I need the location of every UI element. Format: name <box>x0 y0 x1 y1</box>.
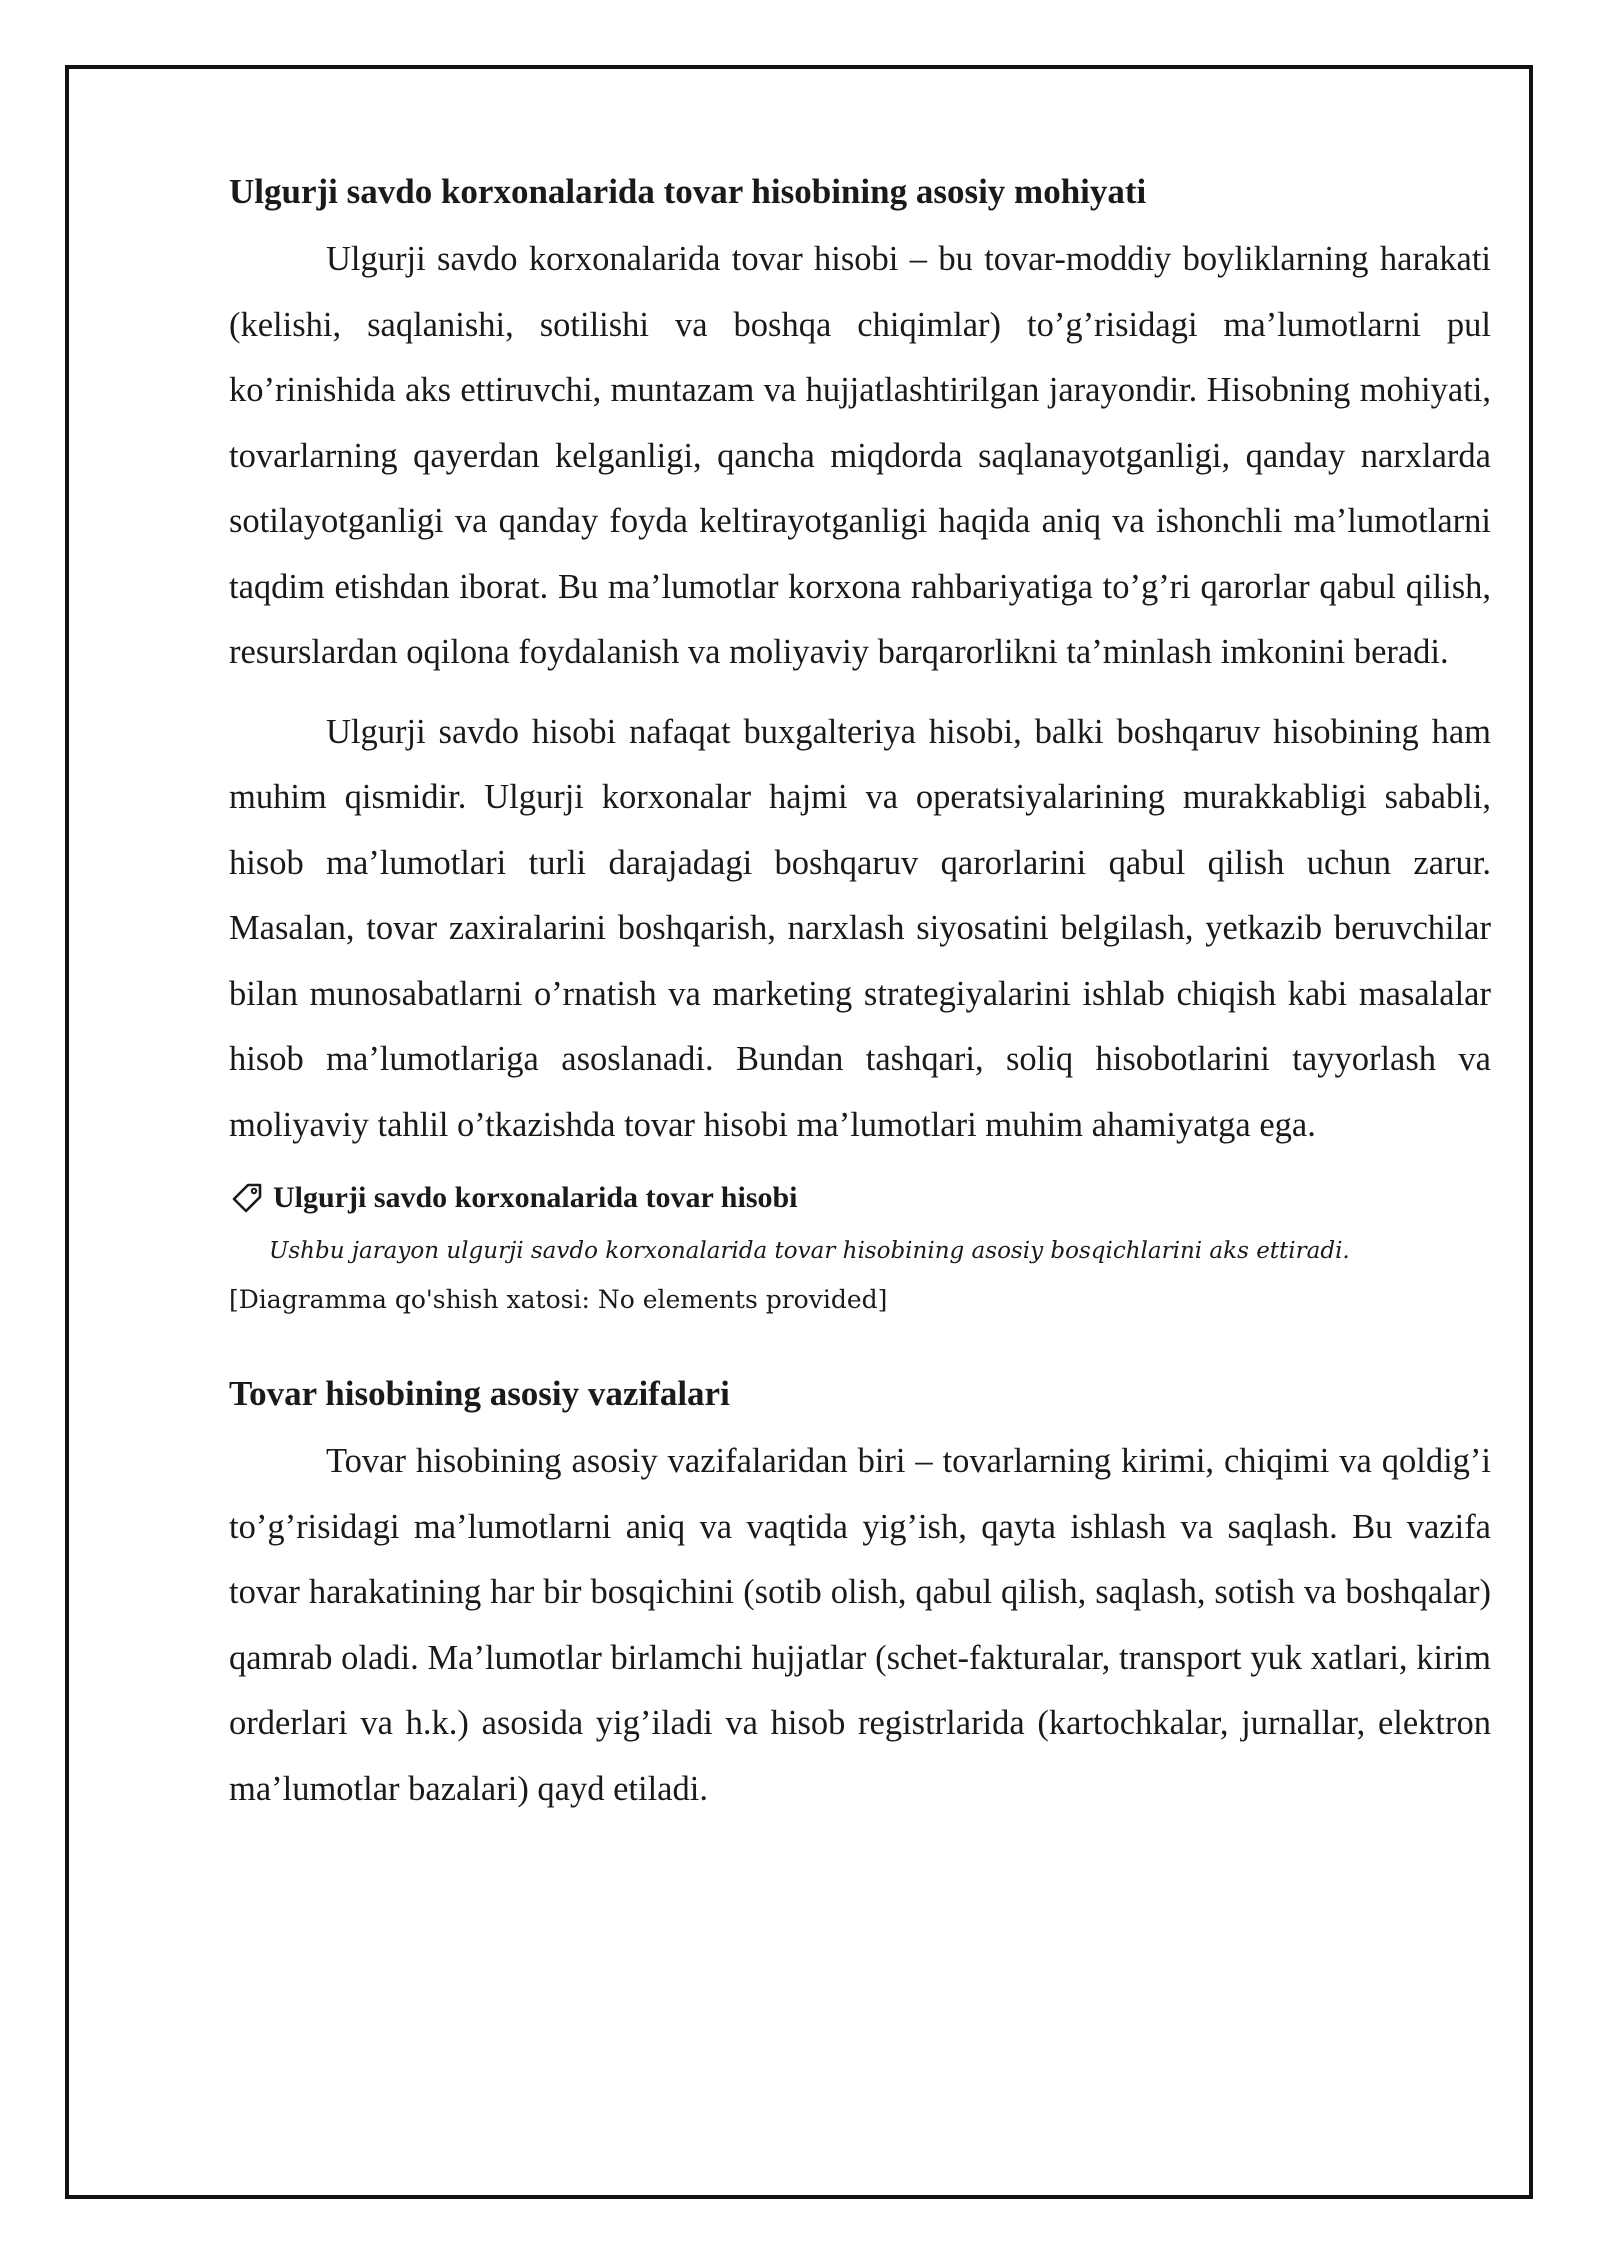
figure-title: Ulgurji savdo korxonalarida tovar hisobi <box>273 1181 798 1214</box>
section-heading-vazifalari: Tovar hisobining asosiy vazifalari <box>229 1374 730 1413</box>
section-heading-mohiyati: Ulgurji savdo korxonalarida tovar hisobining asosiy mohiyati <box>229 172 1147 211</box>
diagram-figure <box>229 1174 1491 1320</box>
paragraph: Ulgurji savdo korxonalarida tovar hisobi – bu tovar-moddiy boyliklarning harakati (kelishi, saqlanishi, sotilishi va boshqa chiqimlar) to’g’risidagi ma’lumotlarni pul ko’rinishida aks ettiruvchi, muntazam va hujjatlashtirilgan jarayondir. Hisobning mohiyati, tovarlarning qayerdan kelganligi, qancha miqdorda saqlanayotganligi, qanday narxlarda sotilayotganligi va qanday foyda keltirayotganligi haqida aniq va ishonchli ma’lumotlarni taqdim etishdan iborat. Bu ma’lumotlar korxona rahbariyatiga to’g’ri qarorlar qabul qilish, resurslardan oqilona foydalanish va moliyaviy barqarorlikni ta’minlash imkonini beradi. <box>229 240 1491 671</box>
document-body <box>229 170 1491 1836</box>
paragraph: Tovar hisobining asosiy vazifalaridan biri – tovarlarning kirimi, chiqimi va qoldig’i to’g’risidagi ma’lumotlarni aniq va vaqtida yig’ish, qayta ishlash va saqlash. Bu vazifa tovar harakatining har bir bosqichini (sotib olish, qabul qilish, saqlash, sotish va boshqalar) qamrab oladi. Ma’lumotlar birlamchi hujjatlar (schet-fakturalar, transport yuk xatlari, kirim orderlari va h.k.) asosida yig’iladi va hisob registrlarida (kartochkalar, jurnallar, elektron ma’lumotlar bazalari) qayd etiladi. <box>229 1442 1491 1808</box>
paragraph: Ulgurji savdo hisobi nafaqat buxgalteriya hisobi, balki boshqaruv hisobining ham muhim qismidir. Ulgurji korxonalar hajmi va operatsiyalarining murakkabligi sababli, hisob ma’lumotlari turli darajadagi boshqaruv qarorlarini qabul qilish uchun zarur. Masalan, tovar zaxiralarini boshqarish, narxlash siyosatini belgilash, yetkazib beruvchilar bilan munosabatlarni o’rnatish va marketing strategiyalarini ishlab chiqish kabi masalalar hisob ma’lumotlariga asoslanadi. Bundan tashqari, soliq hisobotlarini tayyorlash va moliyaviy tahlil o’tkazishda tovar hisobi ma’lumotlari muhim ahamiyatga ega. <box>229 712 1491 1144</box>
figure-caption: Ushbu jarayon ulgurji savdo korxonalarida tovar hisobining asosiy bosqichlarini aks ettiradi. <box>269 1238 1350 1264</box>
diagram-error-message: [Diagramma qo'shish xatosi: No elements provided] <box>229 1285 888 1314</box>
tag-icon <box>231 1182 263 1214</box>
figure-title-row <box>229 1174 1491 1222</box>
